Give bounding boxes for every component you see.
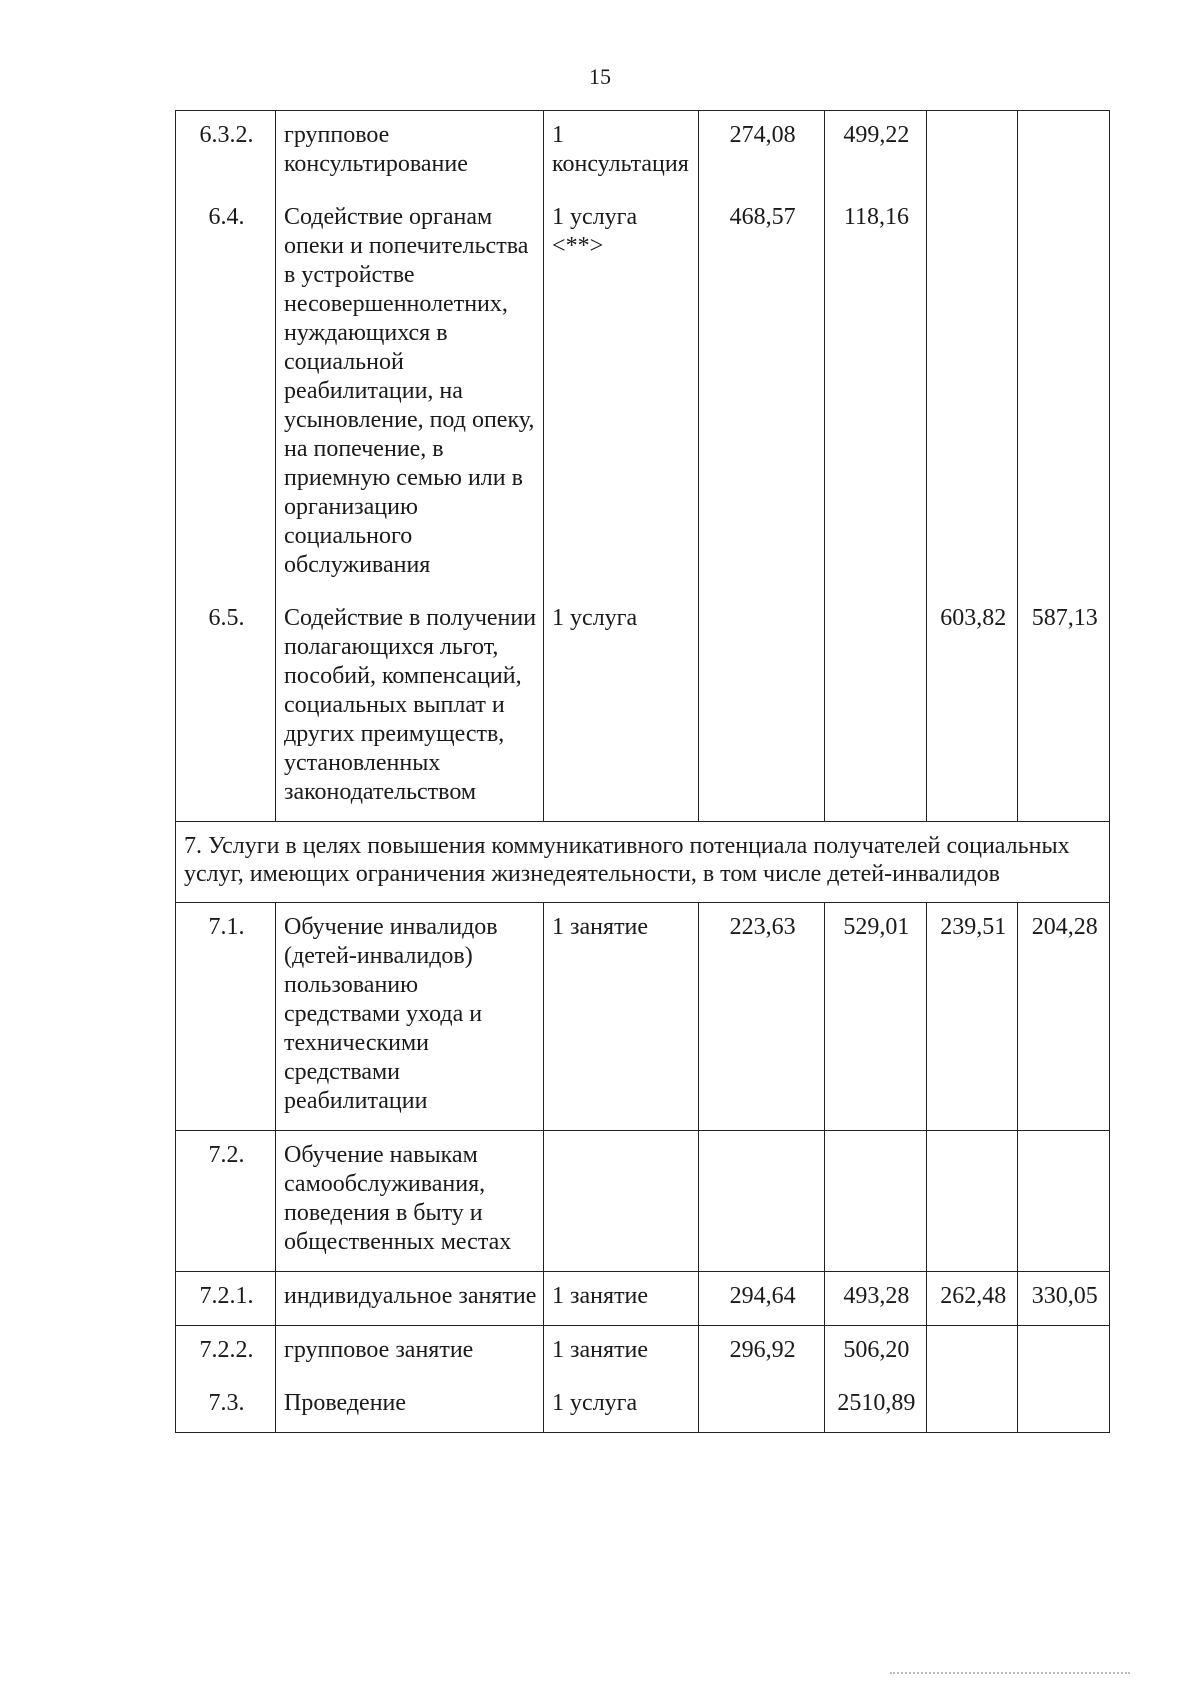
value-col-4 [1018, 193, 1110, 594]
table-row [176, 1326, 1110, 1380]
value-col-3 [926, 1379, 1017, 1433]
value-col-2: 499,22 [824, 111, 926, 194]
value-col-3: 239,51 [926, 903, 1017, 1131]
value-col-2: 493,28 [824, 1272, 926, 1326]
service-name: групповое консультирование [275, 111, 543, 194]
service-name: групповое занятие [275, 1326, 543, 1380]
unit: 1 занятие [544, 1326, 699, 1380]
footer-divider [890, 1672, 1130, 1676]
value-col-3 [926, 1131, 1017, 1272]
row-number: 6.4. [176, 193, 276, 594]
section-title: 7. Услуги в целях повышения коммуникативного потенциала получателей социальных услуг, имеющих ограничения жизнедеятельности, в том числе детей-инвалидов [176, 822, 1110, 903]
value-col-4: 587,13 [1018, 594, 1110, 822]
unit: 1 занятие [544, 1272, 699, 1326]
service-name: индивидуальное занятие [275, 1272, 543, 1326]
row-number: 6.3.2. [176, 111, 276, 194]
value-col-1 [699, 1379, 825, 1433]
value-col-4 [1018, 111, 1110, 194]
table-row [176, 594, 1110, 822]
value-col-4 [1018, 1326, 1110, 1380]
service-name: Содействие в получении полагающихся льгот, пособий, компенсаций, социальных выплат и других преимуществ, установленных законодательством [275, 594, 543, 822]
value-col-3: 603,82 [926, 594, 1017, 822]
value-col-2: 2510,89 [824, 1379, 926, 1433]
value-col-1 [699, 1131, 825, 1272]
value-col-1: 468,57 [699, 193, 825, 594]
unit: 1 услуга <**> [544, 193, 699, 594]
value-col-4: 204,28 [1018, 903, 1110, 1131]
table-row [176, 1272, 1110, 1326]
value-col-1: 223,63 [699, 903, 825, 1131]
row-number: 6.5. [176, 594, 276, 822]
table-row [176, 193, 1110, 594]
value-col-3 [926, 193, 1017, 594]
table-row [176, 1379, 1110, 1433]
value-col-3: 262,48 [926, 1272, 1017, 1326]
row-number: 7.1. [176, 903, 276, 1131]
tariff-table [175, 110, 1110, 1433]
value-col-2: 506,20 [824, 1326, 926, 1380]
row-number: 7.2. [176, 1131, 276, 1272]
value-col-4 [1018, 1131, 1110, 1272]
unit: 1 занятие [544, 903, 699, 1131]
service-name: Обучение навыкам самообслуживания, поведения в быту и общественных местах [275, 1131, 543, 1272]
unit [544, 1131, 699, 1272]
value-col-4 [1018, 1379, 1110, 1433]
row-number: 7.3. [176, 1379, 276, 1433]
page-number: 15 [589, 64, 611, 89]
value-col-4: 330,05 [1018, 1272, 1110, 1326]
service-name: Проведение [275, 1379, 543, 1433]
value-col-1 [699, 594, 825, 822]
unit: 1 услуга [544, 594, 699, 822]
value-col-1: 296,92 [699, 1326, 825, 1380]
table-row [176, 903, 1110, 1131]
value-col-3 [926, 1326, 1017, 1380]
table-row [176, 111, 1110, 194]
section-header-row [176, 822, 1110, 903]
value-col-3 [926, 111, 1017, 194]
table-row [176, 1131, 1110, 1272]
unit: 1 услуга [544, 1379, 699, 1433]
unit: 1 консультация [544, 111, 699, 194]
row-number: 7.2.2. [176, 1326, 276, 1380]
value-col-1: 294,64 [699, 1272, 825, 1326]
service-name: Содействие органам опеки и попечительства в устройстве несовершеннолетних, нуждающихся в социальной реабилитации, на усыновление, под опеку, на попечение, в приемную семью или в организацию социального обслуживания [275, 193, 543, 594]
value-col-2 [824, 1131, 926, 1272]
value-col-1: 274,08 [699, 111, 825, 194]
value-col-2: 529,01 [824, 903, 926, 1131]
service-name: Обучение инвалидов (детей-инвалидов) пользованию средствами ухода и техническими средствами реабилитации [275, 903, 543, 1131]
value-col-2: 118,16 [824, 193, 926, 594]
row-number: 7.2.1. [176, 1272, 276, 1326]
value-col-2 [824, 594, 926, 822]
